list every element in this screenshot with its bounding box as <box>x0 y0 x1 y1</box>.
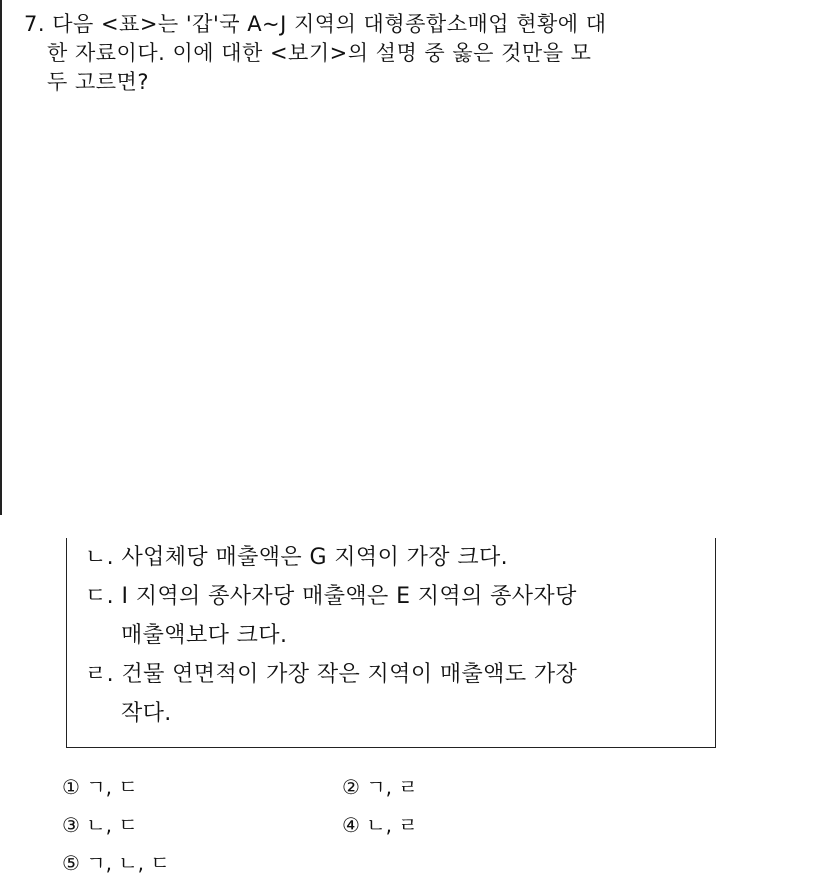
choice-row-3 <box>62 844 622 882</box>
choice-3[interactable]: ③ ㄴ, ㄷ <box>62 813 138 837</box>
bogi-box <box>66 538 716 748</box>
bogi-item-digeut: ㄷ. I 지역의 종사자당 매출액은 E 지역의 종사자당 <box>85 584 577 609</box>
choice-5[interactable]: ⑤ ㄱ, ㄴ, ㄷ <box>62 851 170 875</box>
bogi-item-rieul-continued: 작다. <box>121 701 172 726</box>
answer-choices <box>62 768 622 882</box>
bogi-item-rieul: ㄹ. 건물 연면적이 가장 작은 지역이 매출액도 가장 <box>85 662 578 687</box>
choice-2[interactable]: ② ㄱ, ㄹ <box>342 775 418 799</box>
left-margin-rule <box>0 0 2 515</box>
choice-4[interactable]: ④ ㄴ, ㄹ <box>342 813 418 837</box>
choice-1[interactable]: ① ㄱ, ㄷ <box>62 775 138 799</box>
question-line-2: 한 자료이다. 이에 대한 <보기>의 설명 중 옳은 것만을 모 <box>47 41 592 65</box>
bogi-item-digeut-continued: 매출액보다 크다. <box>121 623 288 648</box>
choice-row-1 <box>62 768 622 806</box>
question-line-3: 두 고르면? <box>47 70 149 94</box>
question-text <box>24 10 764 97</box>
choice-row-2 <box>62 806 622 844</box>
bogi-item-nieun: ㄴ. 사업체당 매출액은 G 지역이 가장 크다. <box>85 545 509 570</box>
question-line-1: 7. 다음 <표>는 '갑'국 A~J 지역의 대형종합소매업 현황에 대 <box>24 12 607 36</box>
bogi-items <box>85 538 577 733</box>
